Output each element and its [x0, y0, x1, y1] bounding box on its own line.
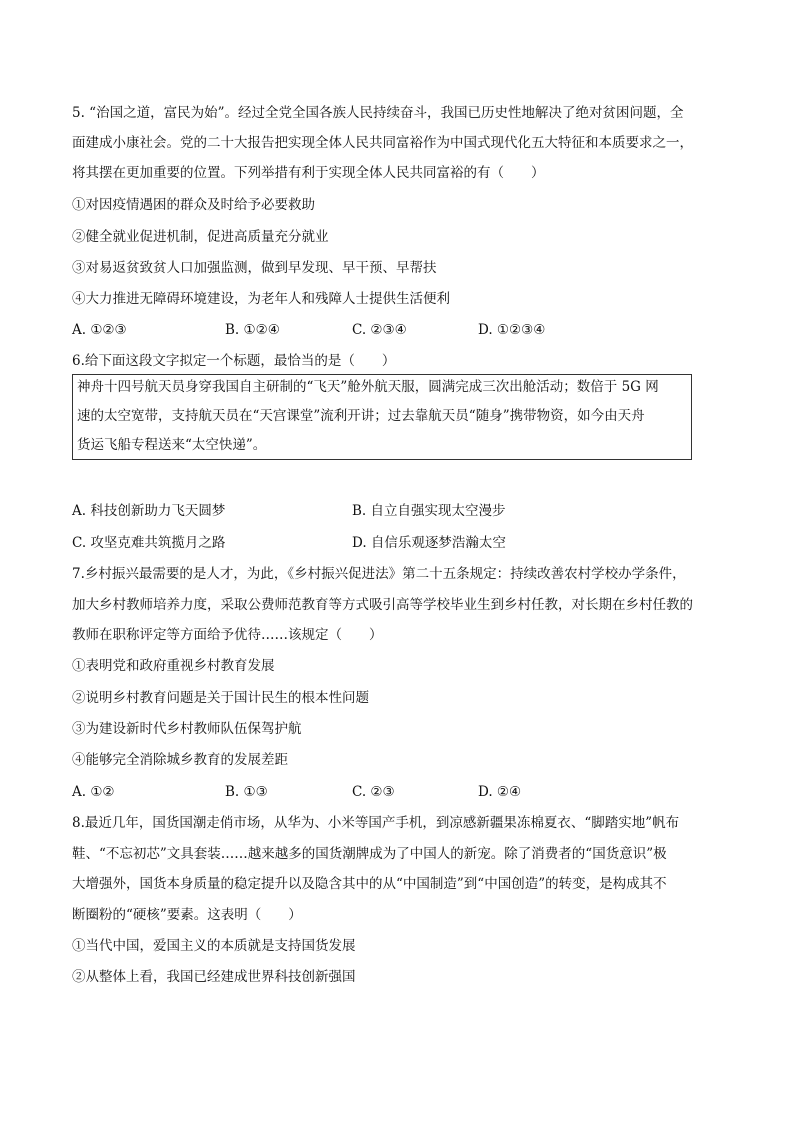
q5-option-a: A. ①②③	[72, 322, 127, 338]
q5-option-d: D. ①②③④	[478, 322, 546, 338]
q7-item-2: ②说明乡村教育问题是关于国计民生的根本性问题	[72, 690, 369, 706]
q5-option-c: C. ②③④	[352, 322, 407, 338]
q8-stem-line-4: 断圈粉的“硬核”要素。这表明（ ）	[72, 907, 302, 923]
q7-stem-line-3: 教师在职称评定等方面给予优待……该规定（ ）	[72, 627, 383, 643]
q8-stem-line-3: 大增强外，国货本身质量的稳定提升以及隐含其中的从“中国制造”到“中国创造”的转变，是构成其不	[72, 876, 667, 892]
q5-item-1: ①对因疫情遇困的群众及时给予必要救助	[72, 197, 315, 213]
q7-option-a: A. ①②	[72, 784, 115, 800]
q5-item-2: ②健全就业促进机制，促进高质量充分就业	[72, 229, 329, 245]
q8-stem-line-2: 鞋、“不忘初芯”文具套装……越来越多的国货潮牌成为了中国人的新宠。除了消费者的“国货意识”极	[72, 846, 667, 862]
q6-passage-line-1: 神舟十四号航天员身穿我国自主研制的“飞天”舱外航天服，圆满完成三次出舱活动；数倍于 5G 网	[77, 379, 659, 395]
q8-item-2: ②从整体上看，我国已经建成世界科技创新强国	[72, 969, 356, 985]
q5-stem-line-2: 面建成小康社会。党的二十大报告把实现全体人民共同富裕作为中国式现代化五大特征和本质要求之一，	[72, 135, 693, 151]
q6-passage-box	[72, 374, 692, 460]
q5-stem-line-1: 5. “治国之道，富民为始”。经过全党全国各族人民持续奋斗，我国已历史性地解决了绝对贫困问题，全	[72, 105, 684, 121]
q6-option-c: C. 攻坚克难共筑揽月之路	[72, 535, 226, 551]
q6-option-a: A. 科技创新助力飞天圆梦	[72, 503, 226, 519]
q6-option-d: D. 自信乐观逐梦浩瀚太空	[352, 535, 506, 551]
q7-option-b: B. ①③	[225, 784, 268, 800]
q6-option-b: B. 自立自强实现太空漫步	[352, 503, 506, 519]
q8-item-1: ①当代中国，爱国主义的本质就是支持国货发展	[72, 938, 356, 954]
q7-option-d: D. ②④	[478, 784, 522, 800]
q6-passage-line-2: 速的太空宽带，支持航天员在“天宫课堂”流利开讲；过去靠航天员“随身”携带物资，如今由天舟	[77, 408, 645, 424]
q6-passage-line-3: 货运飞船专程送来“太空快递”。	[77, 437, 267, 453]
q7-item-4: ④能够完全消除城乡教育的发展差距	[72, 752, 288, 768]
q7-stem-line-1: 7.乡村振兴最需要的是人才，为此，《乡村振兴促进法》第二十五条规定：持续改善农村学校办学条件，	[72, 566, 686, 582]
q5-stem-line-3: 将其摆在更加重要的位置。下列举措有利于实现全体人民共同富裕的有（ ）	[72, 165, 545, 181]
q7-item-3: ③为建设新时代乡村教师队伍保驾护航	[72, 721, 302, 737]
q6-stem: 6.给下面这段文字拟定一个标题，最恰当的是（ ）	[72, 353, 396, 369]
q8-stem-line-1: 8.最近几年，国货国潮走俏市场，从华为、小米等国产手机，到凉感新疆果冻棉夏衣、“脚踏实地”帆布	[72, 815, 680, 831]
q5-item-4: ④大力推进无障碍环境建设，为老年人和残障人士提供生活便利	[72, 291, 450, 307]
q7-option-c: C. ②③	[352, 784, 395, 800]
q5-item-3: ③对易返贫致贫人口加强监测，做到早发现、早干预、早帮扶	[72, 260, 437, 276]
q7-stem-line-2: 加大乡村教师培养力度，采取公费师范教育等方式吸引高等学校毕业生到乡村任教，对长期在乡村任教的	[72, 597, 693, 613]
q5-option-b: B. ①②④	[225, 322, 280, 338]
q7-item-1: ①表明党和政府重视乡村教育发展	[72, 658, 275, 674]
